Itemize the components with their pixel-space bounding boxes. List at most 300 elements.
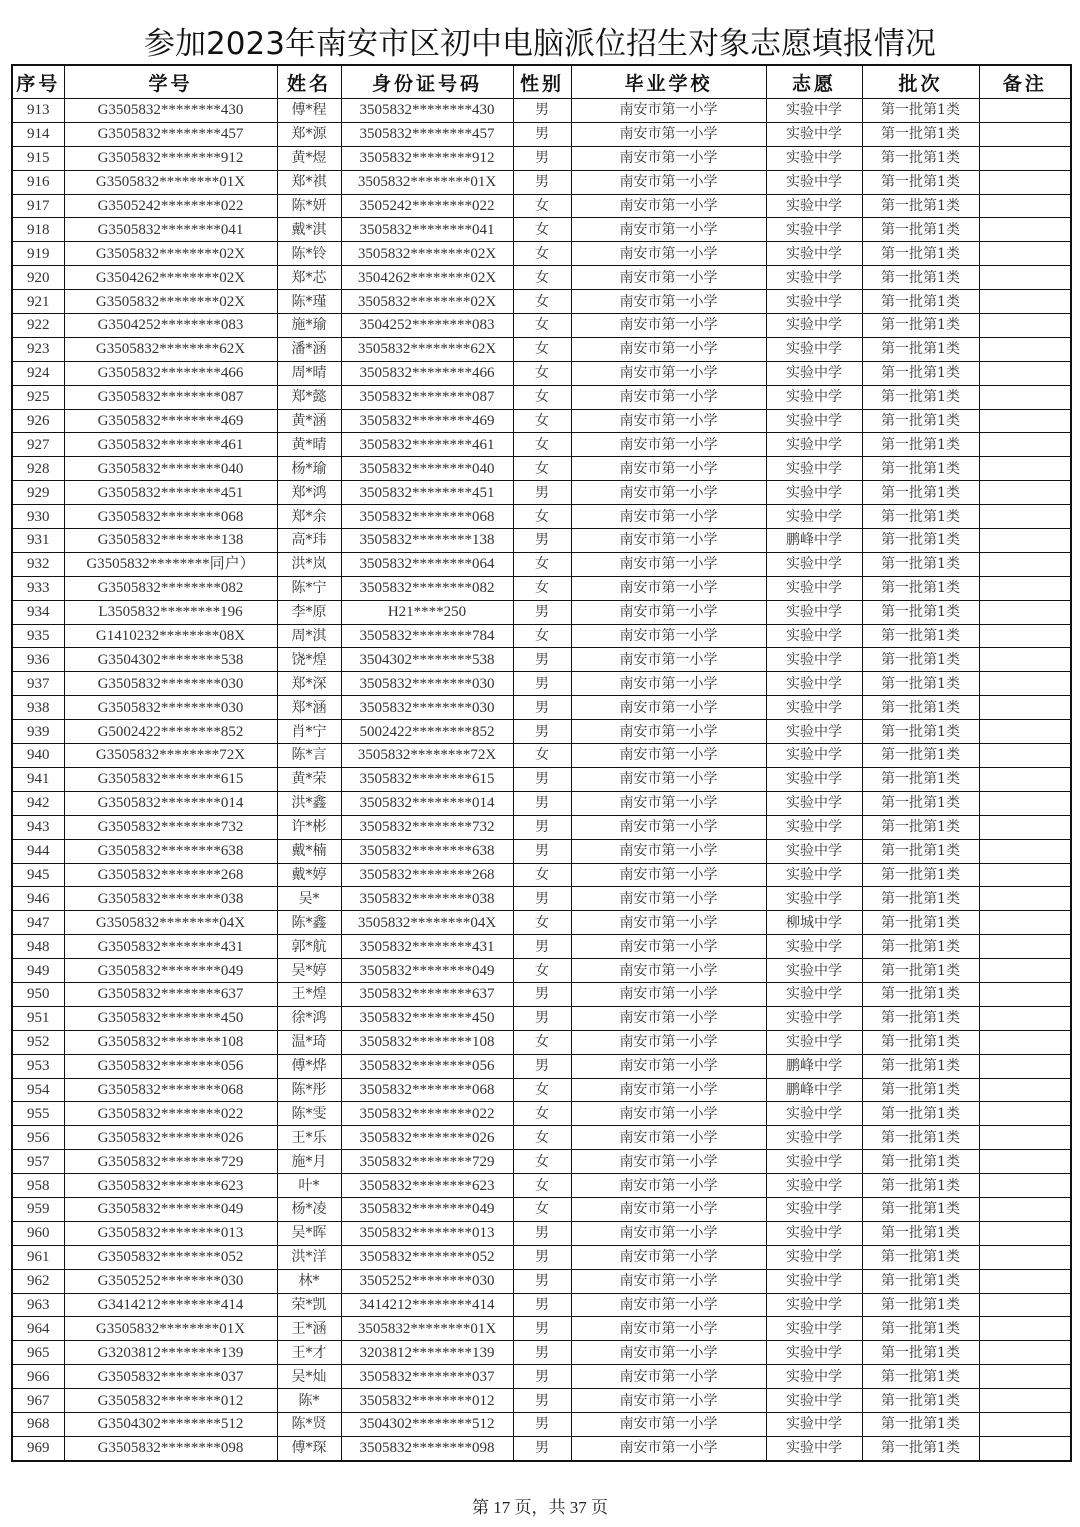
cell-index: 918 [12, 218, 64, 242]
cell-remarks [979, 266, 1071, 290]
cell-name: 洪*岚 [277, 552, 341, 576]
cell-remarks [979, 122, 1071, 146]
table-row [12, 1102, 1071, 1126]
cell-student-id: G3505832********01X [64, 1317, 277, 1341]
cell-id-number: 3505832********082 [341, 576, 513, 600]
cell-id-number: 3505832********068 [341, 1078, 513, 1102]
cell-batch: 第一批第1类 [862, 1412, 979, 1436]
cell-batch: 第一批第1类 [862, 433, 979, 457]
cell-batch: 第一批第1类 [862, 576, 979, 600]
cell-preference: 实验中学 [766, 672, 862, 696]
cell-remarks [979, 1174, 1071, 1198]
cell-index: 945 [12, 863, 64, 887]
cell-student-id: G3504302********512 [64, 1412, 277, 1436]
table-row [12, 648, 1071, 672]
table-row [12, 600, 1071, 624]
cell-remarks [979, 337, 1071, 361]
cell-id-number: 3505832********087 [341, 385, 513, 409]
cell-student-id: G3505832********108 [64, 1030, 277, 1054]
cell-preference: 实验中学 [766, 839, 862, 863]
cell-batch: 第一批第1类 [862, 505, 979, 529]
cell-remarks [979, 457, 1071, 481]
cell-preference: 实验中学 [766, 1197, 862, 1221]
cell-gender: 女 [513, 1030, 571, 1054]
table-row [12, 1030, 1071, 1054]
cell-student-id: G3505832********451 [64, 481, 277, 505]
cell-preference: 鹏峰中学 [766, 529, 862, 553]
cell-id-number: 3505832********012 [341, 1389, 513, 1413]
cell-preference: 实验中学 [766, 815, 862, 839]
cell-name: 荣*凯 [277, 1293, 341, 1317]
column-header-id-number: 身份证号码 [341, 65, 513, 99]
cell-preference: 实验中学 [766, 1174, 862, 1198]
cell-id-number: 3505832********62X [341, 337, 513, 361]
cell-gender: 女 [513, 1126, 571, 1150]
cell-id-number: 3505832********451 [341, 481, 513, 505]
cell-id-number: 3203812********139 [341, 1341, 513, 1365]
cell-batch: 第一批第1类 [862, 815, 979, 839]
cell-name: 傅*烨 [277, 1054, 341, 1078]
cell-index: 929 [12, 481, 64, 505]
cell-batch: 第一批第1类 [862, 1006, 979, 1030]
cell-student-id: G3505832********461 [64, 433, 277, 457]
table-row [12, 481, 1071, 505]
cell-remarks [979, 935, 1071, 959]
cell-preference: 鹏峰中学 [766, 1078, 862, 1102]
cell-index: 964 [12, 1317, 64, 1341]
cell-index: 962 [12, 1269, 64, 1293]
cell-remarks [979, 600, 1071, 624]
cell-gender: 女 [513, 433, 571, 457]
cell-remarks [979, 1150, 1071, 1174]
cell-id-number: 3505832********637 [341, 982, 513, 1006]
table-row [12, 982, 1071, 1006]
cell-name: 黄*涵 [277, 409, 341, 433]
cell-id-number: 3505832********457 [341, 122, 513, 146]
cell-gender: 男 [513, 672, 571, 696]
cell-gender: 女 [513, 1150, 571, 1174]
cell-id-number: 3505832********030 [341, 672, 513, 696]
cell-gender: 女 [513, 911, 571, 935]
cell-preference: 柳城中学 [766, 911, 862, 935]
cell-gender: 女 [513, 290, 571, 314]
cell-gender: 男 [513, 887, 571, 911]
cell-index: 961 [12, 1245, 64, 1269]
cell-student-id: G3505832********615 [64, 767, 277, 791]
table-row [12, 170, 1071, 194]
cell-index: 923 [12, 337, 64, 361]
cell-gender: 男 [513, 839, 571, 863]
cell-name: 陈*宁 [277, 576, 341, 600]
cell-name: 郑*祺 [277, 170, 341, 194]
table-row [12, 720, 1071, 744]
cell-index: 915 [12, 146, 64, 170]
cell-graduated-school: 南安市第一小学 [571, 481, 766, 505]
table-row [12, 1365, 1071, 1389]
cell-index: 946 [12, 887, 64, 911]
cell-gender: 男 [513, 935, 571, 959]
cell-id-number: 3505832********026 [341, 1126, 513, 1150]
cell-id-number: 3505832********138 [341, 529, 513, 553]
cell-remarks [979, 1006, 1071, 1030]
cell-graduated-school: 南安市第一小学 [571, 982, 766, 1006]
cell-index: 919 [12, 242, 64, 266]
cell-student-id: G3505832********022 [64, 1102, 277, 1126]
cell-graduated-school: 南安市第一小学 [571, 218, 766, 242]
cell-remarks [979, 1197, 1071, 1221]
cell-index: 916 [12, 170, 64, 194]
table-row [12, 1126, 1071, 1150]
cell-preference: 实验中学 [766, 433, 862, 457]
cell-batch: 第一批第1类 [862, 529, 979, 553]
cell-remarks [979, 409, 1071, 433]
table-row [12, 815, 1071, 839]
cell-graduated-school: 南安市第一小学 [571, 409, 766, 433]
cell-preference: 实验中学 [766, 290, 862, 314]
cell-graduated-school: 南安市第一小学 [571, 1412, 766, 1436]
cell-batch: 第一批第1类 [862, 1293, 979, 1317]
cell-preference: 实验中学 [766, 744, 862, 768]
cell-preference: 实验中学 [766, 194, 862, 218]
cell-remarks [979, 1293, 1071, 1317]
table-row [12, 266, 1071, 290]
cell-preference: 实验中学 [766, 170, 862, 194]
cell-graduated-school: 南安市第一小学 [571, 194, 766, 218]
cell-name: 周*晴 [277, 361, 341, 385]
cell-gender: 女 [513, 218, 571, 242]
cell-name: 陈*妍 [277, 194, 341, 218]
column-header-batch: 批次 [862, 65, 979, 99]
cell-name: 郭*航 [277, 935, 341, 959]
cell-name: 温*琦 [277, 1030, 341, 1054]
cell-batch: 第一批第1类 [862, 1197, 979, 1221]
cell-student-id: G3505832********040 [64, 457, 277, 481]
cell-student-id: G3414212********414 [64, 1293, 277, 1317]
cell-gender: 女 [513, 624, 571, 648]
cell-student-id: G3505832********052 [64, 1245, 277, 1269]
column-header-preference: 志愿 [766, 65, 862, 99]
cell-id-number: 3505832********01X [341, 1317, 513, 1341]
cell-name: 杨*瑜 [277, 457, 341, 481]
cell-batch: 第一批第1类 [862, 1102, 979, 1126]
column-header-remarks: 备注 [979, 65, 1071, 99]
cell-preference: 实验中学 [766, 576, 862, 600]
cell-id-number: 3505832********064 [341, 552, 513, 576]
cell-remarks [979, 170, 1071, 194]
cell-gender: 女 [513, 505, 571, 529]
cell-gender: 女 [513, 744, 571, 768]
cell-name: 王*乐 [277, 1126, 341, 1150]
table-row [12, 218, 1071, 242]
cell-graduated-school: 南安市第一小学 [571, 791, 766, 815]
table-row [12, 1197, 1071, 1221]
cell-preference: 实验中学 [766, 337, 862, 361]
table-row [12, 1293, 1071, 1317]
cell-batch: 第一批第1类 [862, 720, 979, 744]
cell-graduated-school: 南安市第一小学 [571, 1078, 766, 1102]
cell-remarks [979, 1317, 1071, 1341]
cell-gender: 男 [513, 1341, 571, 1365]
cell-name: 杨*凌 [277, 1197, 341, 1221]
cell-preference: 实验中学 [766, 146, 862, 170]
cell-batch: 第一批第1类 [862, 218, 979, 242]
cell-gender: 男 [513, 1365, 571, 1389]
cell-graduated-school: 南安市第一小学 [571, 385, 766, 409]
cell-name: 傅*程 [277, 99, 341, 123]
page-footer: 第 17 页，共 37 页 [472, 1498, 608, 1517]
cell-student-id: G3505832********732 [64, 815, 277, 839]
table-row [12, 1245, 1071, 1269]
cell-graduated-school: 南安市第一小学 [571, 839, 766, 863]
cell-student-id: G3505832********030 [64, 696, 277, 720]
cell-student-id: G3505832********012 [64, 1389, 277, 1413]
cell-name: 林* [277, 1269, 341, 1293]
cell-name: 王*才 [277, 1341, 341, 1365]
cell-remarks [979, 1436, 1071, 1460]
cell-remarks [979, 720, 1071, 744]
cell-gender: 男 [513, 1221, 571, 1245]
table-row [12, 887, 1071, 911]
cell-index: 926 [12, 409, 64, 433]
cell-gender: 男 [513, 1412, 571, 1436]
cell-student-id: G3505832********068 [64, 1078, 277, 1102]
cell-id-number: 3505832********038 [341, 887, 513, 911]
table-row [12, 552, 1071, 576]
cell-batch: 第一批第1类 [862, 409, 979, 433]
cell-graduated-school: 南安市第一小学 [571, 146, 766, 170]
table-row [12, 1054, 1071, 1078]
cell-id-number: 3504302********512 [341, 1412, 513, 1436]
cell-index: 965 [12, 1341, 64, 1365]
table-row [12, 1317, 1071, 1341]
cell-index: 954 [12, 1078, 64, 1102]
cell-gender: 男 [513, 720, 571, 744]
cell-preference: 实验中学 [766, 982, 862, 1006]
table-row [12, 433, 1071, 457]
cell-remarks [979, 1245, 1071, 1269]
cell-gender: 女 [513, 457, 571, 481]
table-body [12, 99, 1071, 1461]
cell-index: 943 [12, 815, 64, 839]
cell-id-number: 3505832********615 [341, 767, 513, 791]
cell-preference: 实验中学 [766, 624, 862, 648]
cell-gender: 男 [513, 1054, 571, 1078]
cell-student-id: G5002422********852 [64, 720, 277, 744]
cell-name: 陈* [277, 1389, 341, 1413]
cell-index: 934 [12, 600, 64, 624]
cell-student-id: G3505832********同户） [64, 552, 277, 576]
column-header-graduated-school: 毕业学校 [571, 65, 766, 99]
cell-remarks [979, 146, 1071, 170]
cell-remarks [979, 767, 1071, 791]
cell-student-id: G3505832********912 [64, 146, 277, 170]
cell-name: 郑*深 [277, 672, 341, 696]
cell-graduated-school: 南安市第一小学 [571, 433, 766, 457]
cell-batch: 第一批第1类 [862, 791, 979, 815]
cell-gender: 女 [513, 863, 571, 887]
cell-preference: 实验中学 [766, 218, 862, 242]
cell-student-id: G3505832********62X [64, 337, 277, 361]
cell-id-number: 3505832********049 [341, 959, 513, 983]
cell-graduated-school: 南安市第一小学 [571, 1197, 766, 1221]
cell-batch: 第一批第1类 [862, 146, 979, 170]
cell-id-number: 3505832********030 [341, 696, 513, 720]
cell-preference: 实验中学 [766, 99, 862, 123]
table-row [12, 337, 1071, 361]
cell-gender: 女 [513, 194, 571, 218]
cell-student-id: G3505832********014 [64, 791, 277, 815]
cell-preference: 实验中学 [766, 1150, 862, 1174]
table-row [12, 194, 1071, 218]
cell-batch: 第一批第1类 [862, 552, 979, 576]
cell-graduated-school: 南安市第一小学 [571, 1174, 766, 1198]
cell-id-number: 3504262********02X [341, 266, 513, 290]
cell-gender: 女 [513, 959, 571, 983]
cell-student-id: G3505832********469 [64, 409, 277, 433]
cell-remarks [979, 385, 1071, 409]
cell-preference: 实验中学 [766, 481, 862, 505]
cell-batch: 第一批第1类 [862, 672, 979, 696]
cell-student-id: G3505242********022 [64, 194, 277, 218]
cell-gender: 男 [513, 146, 571, 170]
cell-name: 郑*懿 [277, 385, 341, 409]
table-row [12, 290, 1071, 314]
cell-id-number: 3505832********049 [341, 1197, 513, 1221]
cell-preference: 实验中学 [766, 720, 862, 744]
table-row [12, 767, 1071, 791]
cell-name: 王*煌 [277, 982, 341, 1006]
cell-graduated-school: 南安市第一小学 [571, 361, 766, 385]
cell-graduated-school: 南安市第一小学 [571, 1341, 766, 1365]
cell-student-id: G3505832********623 [64, 1174, 277, 1198]
cell-id-number: 3505832********638 [341, 839, 513, 863]
cell-student-id: G3505832********431 [64, 935, 277, 959]
cell-gender: 男 [513, 122, 571, 146]
column-header-index: 序号 [12, 65, 64, 99]
table-row [12, 1341, 1071, 1365]
cell-index: 933 [12, 576, 64, 600]
cell-index: 935 [12, 624, 64, 648]
cell-remarks [979, 552, 1071, 576]
cell-student-id: G3203812********139 [64, 1341, 277, 1365]
cell-name: 陈*铃 [277, 242, 341, 266]
cell-name: 李*原 [277, 600, 341, 624]
cell-gender: 男 [513, 767, 571, 791]
cell-index: 940 [12, 744, 64, 768]
table-row [12, 385, 1071, 409]
cell-index: 950 [12, 982, 64, 1006]
cell-remarks [979, 863, 1071, 887]
cell-graduated-school: 南安市第一小学 [571, 1293, 766, 1317]
cell-gender: 男 [513, 481, 571, 505]
cell-gender: 女 [513, 576, 571, 600]
cell-name: 肖*宁 [277, 720, 341, 744]
table-row [12, 1389, 1071, 1413]
cell-preference: 实验中学 [766, 361, 862, 385]
cell-remarks [979, 911, 1071, 935]
cell-batch: 第一批第1类 [862, 935, 979, 959]
cell-name: 郑*余 [277, 505, 341, 529]
cell-preference: 实验中学 [766, 959, 862, 983]
cell-graduated-school: 南安市第一小学 [571, 505, 766, 529]
cell-remarks [979, 696, 1071, 720]
cell-id-number: 3505832********461 [341, 433, 513, 457]
cell-graduated-school: 南安市第一小学 [571, 1389, 766, 1413]
table-row [12, 935, 1071, 959]
cell-graduated-school: 南安市第一小学 [571, 744, 766, 768]
cell-name: 戴*楠 [277, 839, 341, 863]
column-header-name: 姓名 [277, 65, 341, 99]
cell-remarks [979, 815, 1071, 839]
cell-id-number: 3505832********068 [341, 505, 513, 529]
cell-remarks [979, 648, 1071, 672]
cell-id-number: 3505832********108 [341, 1030, 513, 1054]
cell-batch: 第一批第1类 [862, 122, 979, 146]
cell-graduated-school: 南安市第一小学 [571, 1245, 766, 1269]
cell-id-number: 3505242********022 [341, 194, 513, 218]
cell-graduated-school: 南安市第一小学 [571, 242, 766, 266]
table-row [12, 959, 1071, 983]
cell-id-number: 3505832********014 [341, 791, 513, 815]
cell-index: 968 [12, 1412, 64, 1436]
cell-student-id: G3505832********638 [64, 839, 277, 863]
cell-id-number: 3505832********04X [341, 911, 513, 935]
cell-id-number: 3505832********729 [341, 1150, 513, 1174]
cell-preference: 实验中学 [766, 457, 862, 481]
cell-preference: 实验中学 [766, 600, 862, 624]
cell-batch: 第一批第1类 [862, 1150, 979, 1174]
cell-index: 937 [12, 672, 64, 696]
cell-graduated-school: 南安市第一小学 [571, 337, 766, 361]
cell-preference: 鹏峰中学 [766, 1054, 862, 1078]
cell-id-number: 3414212********414 [341, 1293, 513, 1317]
cell-name: 傅*琛 [277, 1436, 341, 1460]
cell-remarks [979, 1389, 1071, 1413]
cell-remarks [979, 744, 1071, 768]
cell-student-id: G3505832********098 [64, 1436, 277, 1460]
cell-index: 930 [12, 505, 64, 529]
cell-remarks [979, 99, 1071, 123]
column-header-student-id: 学号 [64, 65, 277, 99]
table-row [12, 1221, 1071, 1245]
cell-preference: 实验中学 [766, 696, 862, 720]
cell-graduated-school: 南安市第一小学 [571, 815, 766, 839]
cell-gender: 女 [513, 409, 571, 433]
cell-index: 953 [12, 1054, 64, 1078]
table-row [12, 122, 1071, 146]
cell-graduated-school: 南安市第一小学 [571, 529, 766, 553]
cell-graduated-school: 南安市第一小学 [571, 1436, 766, 1460]
cell-preference: 实验中学 [766, 1436, 862, 1460]
cell-index: 958 [12, 1174, 64, 1198]
cell-index: 951 [12, 1006, 64, 1030]
cell-gender: 男 [513, 600, 571, 624]
cell-graduated-school: 南安市第一小学 [571, 959, 766, 983]
cell-index: 936 [12, 648, 64, 672]
cell-gender: 女 [513, 337, 571, 361]
cell-remarks [979, 314, 1071, 338]
cell-batch: 第一批第1类 [862, 959, 979, 983]
cell-gender: 女 [513, 1174, 571, 1198]
cell-id-number: 3505832********430 [341, 99, 513, 123]
table-row [12, 314, 1071, 338]
cell-preference: 实验中学 [766, 887, 862, 911]
cell-id-number: 3505832********450 [341, 1006, 513, 1030]
cell-student-id: G3505832********013 [64, 1221, 277, 1245]
cell-name: 陈*彤 [277, 1078, 341, 1102]
cell-preference: 实验中学 [766, 122, 862, 146]
cell-preference: 实验中学 [766, 1126, 862, 1150]
